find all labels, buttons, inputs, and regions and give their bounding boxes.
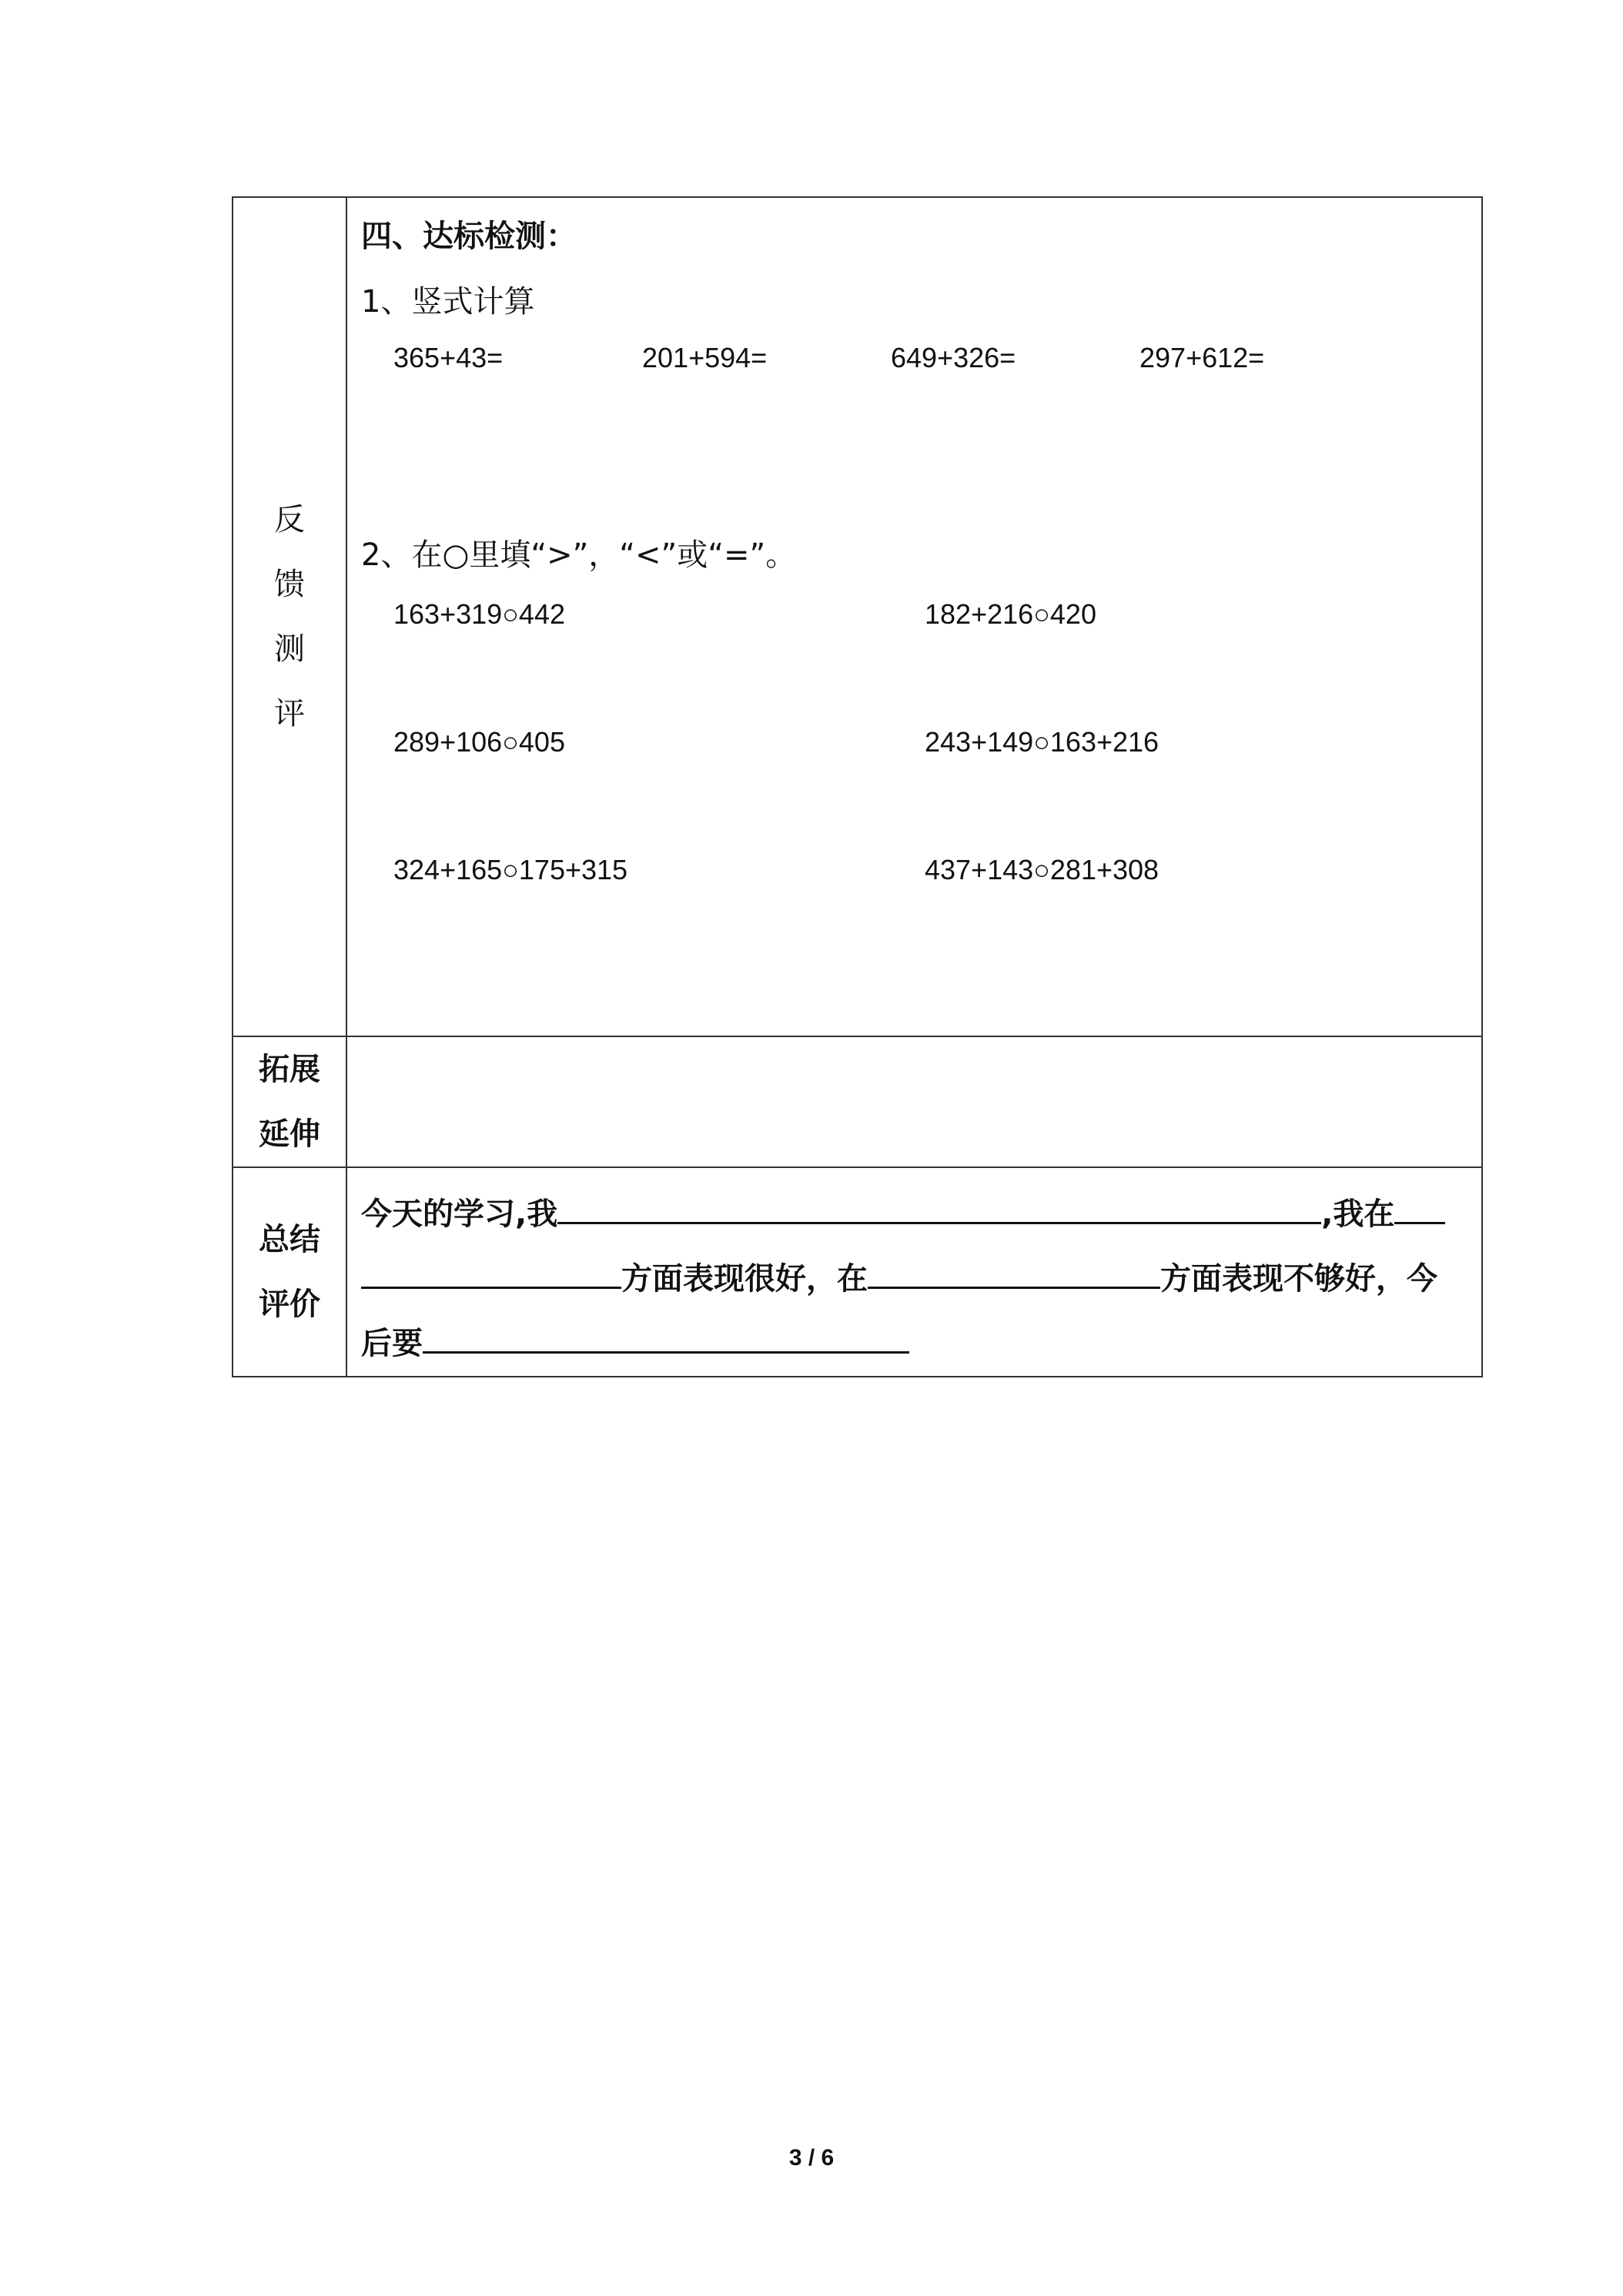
summary-label-cell [233,1167,346,1377]
extension-label-cell [233,1036,346,1167]
vertical-calc-problem: 649+326= [891,342,1016,373]
fill-in-blank[interactable] [1394,1190,1445,1224]
summary-label [233,1207,346,1337]
fill-in-blank[interactable] [557,1190,1321,1224]
section-heading: 四、达标检测： [361,219,577,254]
summary-label-line: 评价 [259,1287,320,1322]
compare-problem: 324+165○175+315 [393,854,628,885]
feedback-label-char: 馈 [274,567,305,602]
summary-text-part: ,我在 [1321,1197,1395,1232]
summary-text-part: 方面表现很好，在 [621,1261,868,1297]
feedback-label-char: 评 [274,696,305,731]
question-1-title: 1、竖式计算 [361,284,535,320]
feedback-label [233,487,346,746]
compare-problem: 289+106○405 [393,726,565,758]
feedback-label-cell [233,197,346,1036]
summary-text-part: 方面表现不够好，今 [1160,1261,1437,1297]
summary-line-3 [361,1311,1467,1376]
page-number: 3 / 6 [788,2145,835,2170]
extension-label-line: 延伸 [259,1116,320,1152]
extension-content-cell [346,1036,1482,1167]
vertical-calc-problem: 201+594= [642,342,768,373]
compare-problem: 163+319○442 [393,598,565,630]
fill-in-blank[interactable] [868,1254,1160,1289]
summary-text-part: 今天的学习,我 [361,1197,558,1232]
extension-row [233,1036,1482,1167]
fill-in-blank[interactable] [423,1319,909,1354]
summary-label-line: 总结 [259,1222,320,1257]
extension-label [233,1037,346,1166]
fill-in-blank[interactable] [361,1254,621,1289]
feedback-label-char: 测 [274,631,305,667]
summary-row [233,1167,1482,1377]
extension-label-line: 拓展 [259,1052,320,1087]
vertical-calc-problem: 365+43= [393,342,504,373]
summary-text [347,1168,1481,1376]
feedback-content-cell [346,197,1482,1036]
summary-line-1 [361,1182,1467,1247]
question-2-title: 2、在○里填“>”，“<”或“=”。 [361,537,797,573]
summary-line-2 [361,1247,1467,1311]
summary-text-part: 后要 [361,1326,423,1361]
vertical-calc-problem: 297+612= [1139,342,1265,373]
feedback-row [233,197,1482,1036]
compare-problem: 243+149○163+216 [925,726,1160,758]
worksheet-table [232,196,1483,1377]
compare-problem: 437+143○281+308 [925,854,1160,885]
compare-problem: 182+216○420 [925,598,1096,630]
feedback-label-char: 反 [274,502,305,537]
summary-content-cell [346,1167,1482,1377]
